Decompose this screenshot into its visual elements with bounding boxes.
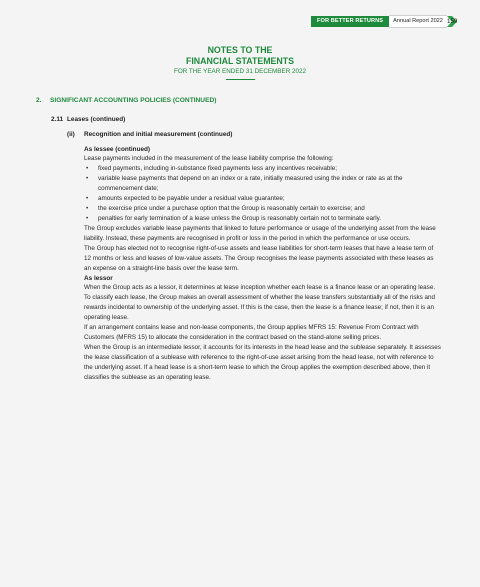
lessor-paragraph-2: To classify each lease, the Group makes an overall assessment of whether the lease transfers substantially all of the risks and rewards incidental to ownership of the underlying asset. If this is the case, then the lease is a finance lease; if not, then it is an operating lease.: [84, 294, 436, 321]
notes-body: [84, 145, 441, 383]
page-title-block: [0, 45, 480, 80]
title-divider: [226, 79, 255, 80]
bullet-icon: •: [86, 195, 89, 202]
subsubsection-heading: [67, 130, 232, 139]
section-number: 2.: [36, 97, 42, 104]
lessee-intro: Lease payments included in the measurement of the lease liability comprise the following:: [84, 155, 334, 162]
page-header: [311, 16, 457, 27]
list-item: • penalties for early termination of a lease unless the Group is reasonably certain not to terminate early.: [86, 215, 382, 222]
lessee-paragraph-2: The Group has elected not to recognise right-of-use assets and lease liabilities for short-term leases that have a lease term of 12 months or less and leases of low-value assets. The Group recognises the lease payments associated with these leases as an expense on a straight-line basis over the lease term.: [84, 245, 434, 272]
list-item: • the exercise price under a purchase option that the Group is reasonably certain to exercise; and: [86, 205, 365, 212]
lessor-heading: As lessor: [84, 275, 113, 282]
lease-payment-list: [84, 164, 441, 224]
subsubsection-title: Recognition and initial measurement (continued): [84, 131, 233, 138]
page-title-line-2: FINANCIAL STATEMENTS: [185, 55, 294, 66]
page-subtitle: FOR THE YEAR ENDED 31 DECEMBER 2022: [173, 68, 307, 75]
bullet-icon: •: [86, 165, 89, 172]
header-report-title: Annual Report 2022: [389, 15, 447, 28]
list-item: • fixed payments, including in-substance fixed payments less any incentives receivable;: [86, 165, 338, 172]
header-tagline: FOR BETTER RETURNS: [311, 16, 389, 27]
lessor-paragraph-3: If an arrangement contains lease and non-lease components, the Group applies MFRS 15: Revenue From Contract with Customers (MFRS 15) to allocate the consideration in the contract based on the stand-alone selling prices.: [84, 324, 419, 341]
lessee-paragraph-1: The Group excludes variable lease payments that linked to future performance or usage of the underlying asset from the lease liability. Instead, these payments are recognised in profit or loss in the period in which the performance or use occurs.: [84, 225, 436, 242]
list-item: • variable lease payments that depend on an index or a rate, initially measured using the index or rate as at the commencement date;: [86, 175, 403, 192]
bullet-icon: •: [86, 215, 89, 222]
page-title-line-1: NOTES TO THE: [207, 45, 273, 55]
lessee-heading: As lessee (continued): [84, 146, 151, 153]
page-number: 159: [447, 18, 458, 25]
subsection-title: Leases (continued): [67, 116, 126, 123]
section-heading: [36, 96, 216, 105]
subsection-heading: [51, 115, 125, 124]
subsubsection-number: (ii): [67, 131, 75, 138]
bullet-icon: •: [86, 175, 89, 182]
subsection-number: 2.11: [51, 116, 64, 123]
section-title: SIGNIFICANT ACCOUNTING POLICIES (CONTINUED): [50, 97, 217, 104]
bullet-icon: •: [86, 205, 89, 212]
list-item: • amounts expected to be payable under a residual value guarantee;: [86, 195, 285, 202]
lessor-paragraph-4: When the Group is an intermediate lessor, it accounts for its interests in the head lease and the sublease separately. It assesses the lease classification of a sublease with reference to the right-of-use asset arising from the head lease, not with reference to the underlying asset. If a head lease is a short-term lease to which the Group applies the exemption described above, then it classifies the sublease as an operating lease.: [84, 344, 441, 381]
lessor-paragraph-1: When the Group acts as a lessor, it determines at lease inception whether each lease is a finance lease or an operating lease.: [84, 284, 436, 291]
